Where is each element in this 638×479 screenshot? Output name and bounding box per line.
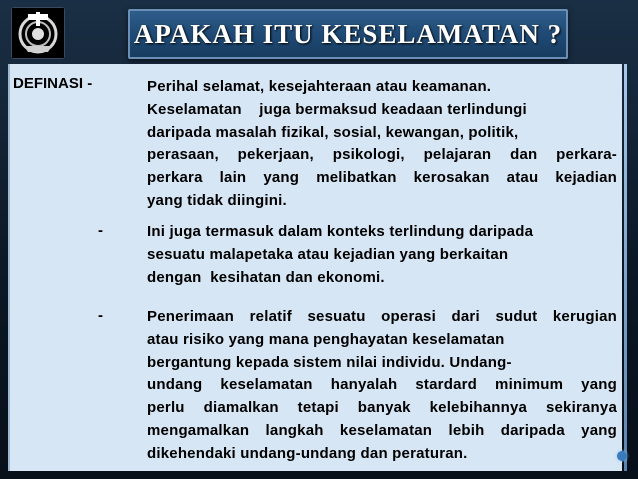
paragraph-acceptance bbox=[147, 306, 617, 466]
text-line: atau risiko yang mana penghayatan keselamatan bbox=[147, 330, 505, 348]
text-line: sesuatu malapetaka atau kejadian yang berkaitan bbox=[147, 245, 509, 263]
emblem-icon bbox=[12, 8, 64, 58]
text-line: perlu diamalkan tetapi banyak kelebihannya sekiranya bbox=[147, 399, 617, 417]
paragraph-context bbox=[147, 221, 617, 289]
text-line: Keselamatan juga bermaksud keadaan terlindungi bbox=[147, 100, 527, 118]
title-banner bbox=[128, 9, 568, 59]
text-line: Ini juga termasuk dalam konteks terlindung daripada bbox=[147, 223, 534, 240]
logo bbox=[12, 8, 64, 58]
text-line: daripada masalah fizikal, sosial, kewangan, politik, bbox=[147, 123, 519, 141]
text-line: perkara lain yang melibatkan kerosakan atau kejadian bbox=[147, 169, 617, 187]
definition-label-text: DEFINASI bbox=[13, 75, 84, 92]
page-title: APAKAH ITU KESELAMATAN ? bbox=[133, 18, 563, 49]
text-line: yang tidak diingini. bbox=[147, 191, 287, 209]
paragraph-definition bbox=[147, 76, 617, 213]
definition-label bbox=[13, 75, 92, 92]
decorative-dot-icon bbox=[617, 451, 627, 461]
accent-line bbox=[624, 64, 627, 471]
list-dash: - bbox=[98, 222, 103, 239]
definition-dash: - bbox=[87, 75, 93, 92]
text-line: bergantung kepada sistem nilai individu. Undang- bbox=[147, 353, 512, 371]
text-line: mengamalkan langkah keselamatan lebih daripada yang bbox=[147, 421, 617, 439]
list-dash: - bbox=[98, 307, 103, 324]
text-line: Penerimaan relatif sesuatu operasi dari sudut kerugian bbox=[147, 308, 617, 325]
text-line: dengan kesihatan dan ekonomi. bbox=[147, 268, 385, 286]
text-line: perasaan, pekerjaan, psikologi, pelajaran dan perkara- bbox=[147, 146, 617, 164]
text-line: undang keselamatan hanyalah stardard minimum yang bbox=[147, 376, 617, 394]
text-line: Perihal selamat, kesejahteraan atau keamanan. bbox=[147, 78, 492, 95]
text-line: dikehendaki undang-undang dan peraturan. bbox=[147, 444, 468, 462]
